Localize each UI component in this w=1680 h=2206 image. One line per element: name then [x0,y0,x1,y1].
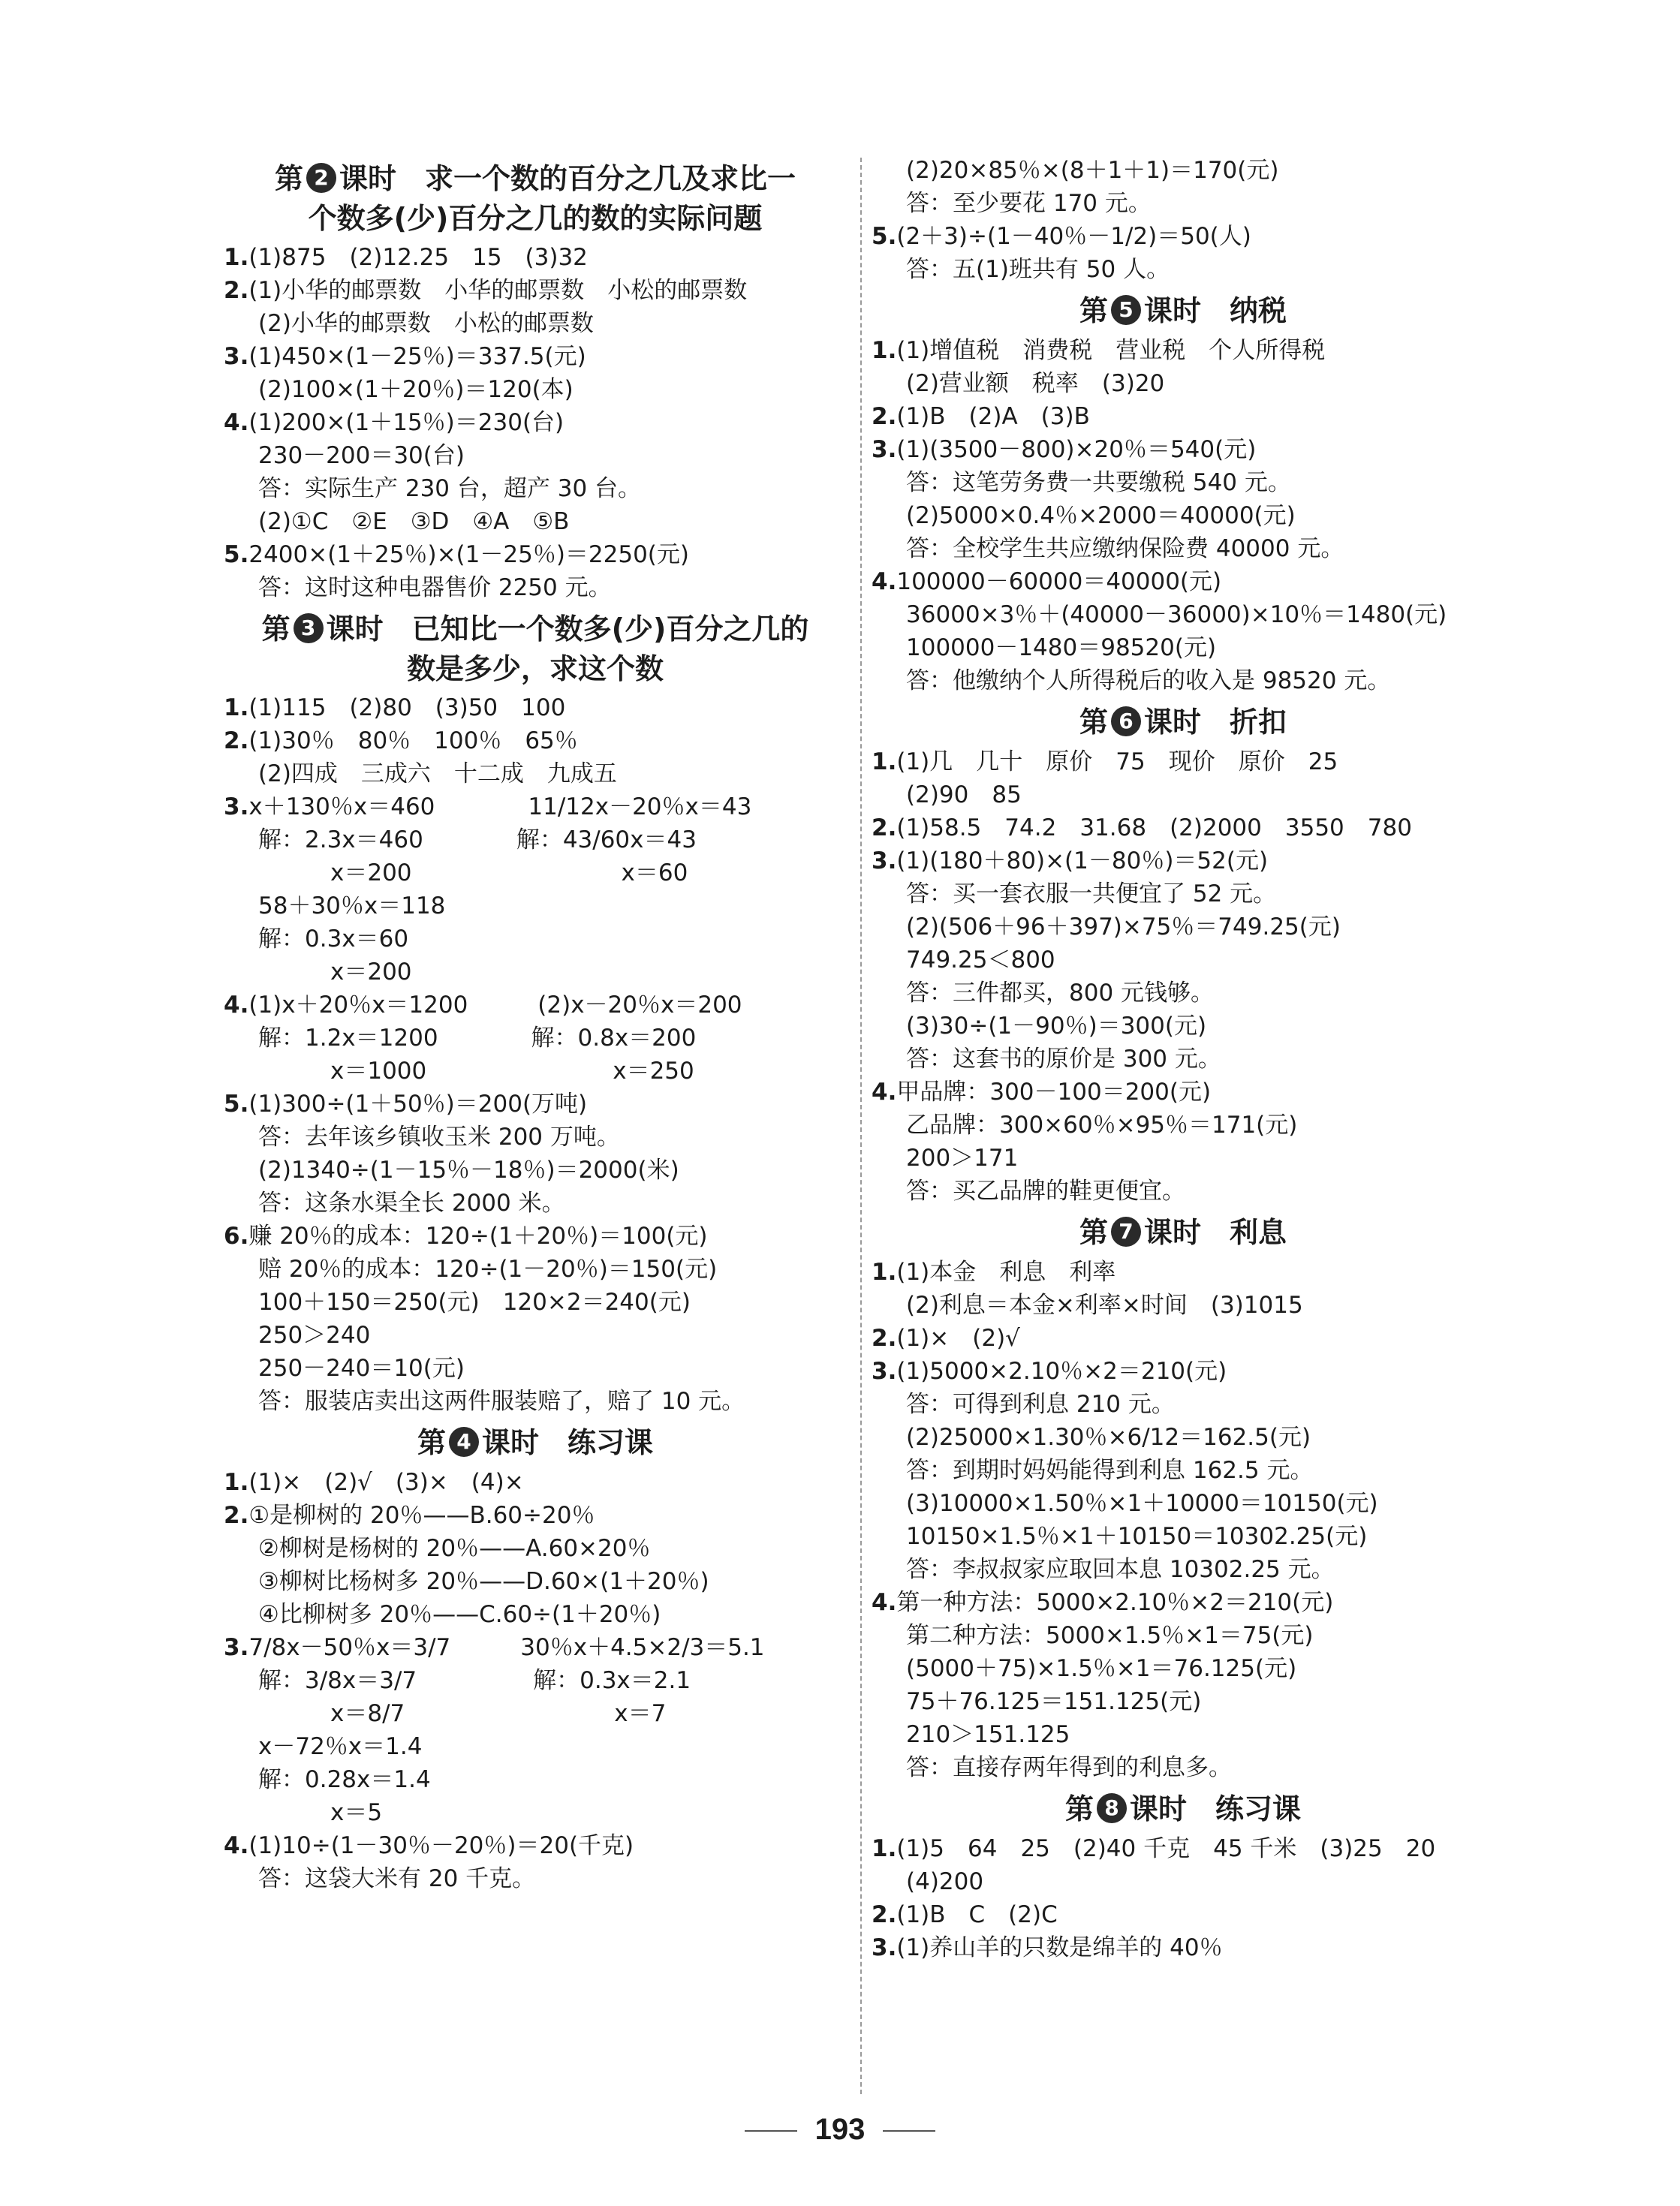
heading-title: 课时 求一个数的百分之几及求比一 [339,162,796,195]
answer-text: (2)营业额 税率 (3)20 [906,370,1165,397]
answer-line [872,1454,1495,1487]
answer-line [872,910,1495,943]
answer-text: (4)200 [906,1868,984,1895]
lesson-number-badge: 3 [294,613,324,643]
answer-line [872,565,1495,598]
section-heading [872,702,1495,742]
heading-title: 课时 纳税 [1144,294,1287,327]
answer-text: (1)5 64 25 (2)40 千克 45 千米 (3)25 20 [896,1835,1436,1862]
lesson-number-badge: 7 [1111,1217,1141,1247]
answer-line [224,1022,847,1055]
answer-text: (2)四成 三成六 十二成 九成五 [258,760,617,787]
answer-text: ③柳树比杨树多 20％——D.60×(1＋20％) [258,1568,709,1595]
answer-line [224,1730,847,1763]
answer-line [872,1076,1495,1109]
answer-text: 250－240＝10(元) [258,1355,465,1382]
question-number: 1. [224,244,249,271]
answer-text: (1)(180＋80)×(1－80％)＝52(元) [896,847,1269,874]
answer-line [872,1289,1495,1322]
question-number: 5. [872,223,897,250]
answer-text: 2400×(1＋25％)×(1－25％)＝2250(元) [248,541,689,568]
answer-text: (3)10000×1.50％×1＋10000＝10150(元) [906,1490,1378,1517]
answer-text: (1)x＋20％x＝1200 (2)x－20％x＝200 [248,992,742,1019]
section-heading-line2: 个数多(少)百分之几的数的实际问题 [308,202,763,235]
section-heading-line2: 数是多少，求这个数 [406,652,664,685]
answer-line [224,1466,847,1499]
answer-text: 答：这袋大米有 20 千克。 [258,1865,536,1892]
answer-text: (2)小华的邮票数 小松的邮票数 [258,310,594,337]
answer-line [224,1088,847,1121]
answer-text: (2)20×85％×(8＋1＋1)＝170(元) [906,157,1279,184]
answer-text: (1)115 (2)80 (3)50 100 [248,694,566,721]
answer-text: 解：0.28x＝1.4 [258,1766,431,1793]
answer-line [872,778,1495,811]
answer-text: 210＞151.125 [906,1721,1070,1748]
answer-text: (1)小华的邮票数 小华的邮票数 小松的邮票数 [248,277,748,304]
answer-line [224,571,847,604]
heading-prefix: 第 [274,162,303,195]
answer-text: (2)25000×1.30％×6/12＝162.5(元) [906,1424,1311,1451]
lesson-number-badge: 2 [306,163,336,193]
answer-text: (2)100×(1＋20％)＝120(本) [258,376,574,403]
question-number: 2. [872,814,897,841]
answer-line [224,1862,847,1895]
answer-text: 75＋76.125＝151.125(元) [906,1688,1202,1715]
answer-text: 230－200＝30(台) [258,442,465,469]
answer-text: (1)875 (2)12.25 15 (3)32 [248,244,588,271]
question-number: 3. [872,1934,897,1961]
answer-line [872,811,1495,844]
answer-line [872,1520,1495,1553]
answer-line [872,598,1495,631]
answer-line [872,220,1495,253]
answer-line [224,1664,847,1697]
answer-line [872,1322,1495,1355]
answer-line [872,187,1495,220]
answer-line [224,691,847,724]
answer-line [224,1763,847,1796]
answer-text: x＋130％x＝460 11/12x－20％x＝43 [248,793,752,820]
question-number: 3. [224,793,249,820]
answer-text: 答：这条水渠全长 2000 米。 [258,1190,565,1217]
answer-line [224,505,847,538]
answer-text: 答：五(1)班共有 50 人。 [906,256,1170,283]
answer-text: (1)本金 利息 利率 [896,1259,1116,1286]
column-divider [860,158,862,2094]
answer-line [872,943,1495,977]
page-number-dash-right [883,2130,935,2132]
question-number: 3. [872,1358,897,1385]
answer-text: 答：实际生产 230 台，超产 30 台。 [258,475,642,502]
answer-line [872,433,1495,466]
answer-line [224,922,847,956]
answer-line [224,1829,847,1862]
answer-text: (2)(506＋96＋397)×75％＝749.25(元) [906,913,1341,940]
answer-line [224,1499,847,1532]
answer-line [224,989,847,1022]
page-number-dash-left [745,2130,797,2132]
answer-text: 36000×3％＋(40000－36000)×10％＝1480(元) [906,601,1447,628]
answer-text: 749.25＜800 [906,947,1055,974]
question-number: 1. [872,1835,897,1862]
question-number: 4. [224,992,249,1019]
answer-text: 答：买乙品牌的鞋更便宜。 [906,1178,1185,1205]
answer-line [872,1586,1495,1619]
answer-text: (1)养山羊的只数是绵羊的 40％ [896,1934,1223,1961]
answer-text: 答：到期时妈妈能得到利息 162.5 元。 [906,1457,1314,1484]
answer-line [224,373,847,406]
answer-line [224,1121,847,1154]
heading-prefix: 第 [1079,294,1108,327]
page-number [0,2113,1680,2147]
answer-line [224,1565,847,1598]
answer-line [872,154,1495,187]
answer-text: ①是柳树的 20％——B.60÷20％ [248,1502,595,1529]
answer-text: (5000＋75)×1.5％×1＝76.125(元) [906,1655,1297,1682]
answer-line [224,1319,847,1352]
answer-line [224,1385,847,1418]
answer-text: (1)B C (2)C [896,1901,1058,1928]
left-column [224,154,847,1895]
answer-line [224,1796,847,1829]
question-number: 4. [872,1079,897,1106]
answer-line [872,1832,1495,1865]
answer-text: (2)①C ②E ③D ④A ⑤B [258,508,570,535]
answer-text: 解：2.3x＝460 解：43/60x＝43 [258,826,697,853]
answer-text: (1)B (2)A (3)B [896,403,1090,430]
answer-line [224,790,847,823]
answer-text: x＝200 [330,959,412,986]
answer-text: 7/8x－50％x＝3/7 30％x＋4.5×2/3＝5.1 [248,1634,765,1661]
answer-line [872,877,1495,910]
answer-line [872,1898,1495,1931]
answer-text: ④比柳树多 20％——C.60÷(1＋20％) [258,1601,661,1628]
question-number: 3. [872,847,897,874]
answer-text: (1)200×(1＋15％)＝230(台) [248,409,565,436]
answer-line [872,977,1495,1010]
answer-line [872,1865,1495,1898]
answer-text: 答：这时这种电器售价 2250 元。 [258,574,612,601]
heading-title: 课时 利息 [1144,1216,1287,1249]
answer-text: 赔 20％的成本：120÷(1－20％)＝150(元) [258,1256,718,1283]
answer-line [872,1619,1495,1652]
heading-title: 课时 练习课 [1130,1792,1302,1825]
heading-prefix: 第 [1079,1216,1108,1249]
answer-text: (2)90 85 [906,781,1022,808]
answer-line [872,1685,1495,1718]
answer-text: 58＋30％x＝118 [258,892,446,919]
answer-line [224,757,847,790]
answer-line [224,340,847,373]
right-column [872,154,1495,1964]
section-heading [872,290,1495,331]
answer-line [224,1286,847,1319]
question-number: 4. [872,1589,897,1616]
answer-line [224,1220,847,1253]
answer-line [224,1631,847,1664]
answer-text: (3)30÷(1－90％)＝300(元) [906,1013,1207,1040]
answer-text: (1)10÷(1－30％－20％)＝20(千克) [248,1832,634,1859]
answer-line [872,745,1495,778]
answer-text: ②柳树是杨树的 20％——A.60×20％ [258,1535,651,1562]
heading-title: 课时 练习课 [482,1426,654,1459]
answer-line [224,406,847,439]
answer-text: 赚 20％的成本：120÷(1＋20％)＝100(元) [248,1223,708,1250]
answer-line [224,439,847,472]
answer-text: 答：去年该乡镇收玉米 200 万吨。 [258,1124,620,1151]
answer-line [872,334,1495,367]
section-heading [224,1422,847,1463]
lesson-number-badge: 6 [1111,706,1141,736]
answer-text: (1)(3500－800)×20％＝540(元) [896,436,1257,463]
answer-text: (1)× (2)√ (3)× (4)× [248,1469,524,1496]
answer-text: x＝5 [330,1799,383,1826]
question-number: 3. [872,436,897,463]
question-number: 4. [224,1832,249,1859]
question-number: 2. [872,403,897,430]
answer-text: 第二种方法：5000×1.5％×1＝75(元) [906,1622,1314,1649]
answer-line [224,1253,847,1286]
answer-text: x＝200 x＝60 [330,859,688,886]
answer-text: 答：这笔劳务费一共要缴税 540 元。 [906,469,1291,496]
question-number: 2. [872,1901,897,1928]
question-number: 6. [224,1223,249,1250]
answer-text: 解：3/8x＝3/7 解：0.3x＝2.1 [258,1667,691,1694]
answer-text: 答：三件都买，800 元钱够。 [906,980,1215,1007]
section-heading [872,1789,1495,1829]
answer-text: (1)58.5 74.2 31.68 (2)2000 3550 780 [896,814,1412,841]
answer-text: 答：他缴纳个人所得税后的收入是 98520 元。 [906,667,1391,694]
answer-text: (1)× (2)√ [896,1325,1020,1352]
answer-line [872,631,1495,664]
answer-text: 答：至少要花 170 元。 [906,190,1152,217]
answer-line [224,1187,847,1220]
answer-line [224,1598,847,1631]
answer-text: 100＋150＝250(元) 120×2＝240(元) [258,1289,691,1316]
answer-text: 答：直接存两年得到的利息多。 [906,1754,1232,1781]
answer-text: (2＋3)÷(1－40％－1/2)＝50(人) [896,223,1251,250]
section-heading [224,158,847,199]
answer-line [872,1388,1495,1421]
answer-text: (1)5000×2.10％×2＝210(元) [896,1358,1227,1385]
answer-text: x＝8/7 x＝7 [330,1700,667,1727]
answer-line [872,1751,1495,1784]
answer-text: (2)5000×0.4％×2000＝40000(元) [906,502,1296,529]
question-number: 1. [872,1259,897,1286]
answer-line [872,367,1495,400]
answer-line [872,1487,1495,1520]
question-number: 5. [224,1091,249,1118]
answer-text: 答：服装店卖出这两件服装赔了，赔了 10 元。 [258,1388,745,1415]
heading-prefix: 第 [1064,1792,1094,1825]
answer-text: 200＞171 [906,1145,1019,1172]
question-number: 4. [224,409,249,436]
answer-text: 答：这套书的原价是 300 元。 [906,1046,1221,1073]
heading-prefix: 第 [261,612,291,646]
answer-text: (1)30％ 80％ 100％ 65％ [248,727,578,754]
question-number: 1. [224,694,249,721]
answer-line [872,844,1495,877]
question-number: 2. [224,277,249,304]
answer-text: 解：0.3x＝60 [258,925,409,953]
page-number-text: 193 [814,2113,866,2146]
section-heading [224,609,847,649]
answer-line [872,1652,1495,1685]
answer-text: (1)450×(1－25％)＝337.5(元) [248,343,586,370]
answer-line [224,241,847,274]
answer-text: 答：全校学生共应缴纳保险费 40000 元。 [906,535,1344,562]
question-number: 3. [224,1634,249,1661]
question-number: 1. [872,748,897,775]
answer-line [224,823,847,856]
heading-title: 课时 已知比一个数多(少)百分之几的 [326,612,809,646]
answer-line [224,724,847,757]
answer-text: 250＞240 [258,1322,371,1349]
answer-text: 100000－1480＝98520(元) [906,634,1217,661]
answer-line [872,1718,1495,1751]
answer-text: (1)几 几十 原价 75 现价 原价 25 [896,748,1338,775]
heading-prefix: 第 [1079,706,1108,739]
heading-title: 课时 折扣 [1144,706,1287,739]
answer-text: 10150×1.5％×1＋10150＝10302.25(元) [906,1523,1368,1550]
answer-line [224,856,847,889]
lesson-number-badge: 4 [449,1427,479,1457]
answer-line [872,1010,1495,1043]
answer-text: x－72％x＝1.4 [258,1733,423,1760]
question-number: 1. [872,337,897,364]
answer-line [224,307,847,340]
answer-text: (1)增值税 消费税 营业税 个人所得税 [896,337,1326,364]
answer-line [872,466,1495,499]
answer-text: 乙品牌：300×60％×95％＝171(元) [906,1112,1298,1139]
lesson-number-badge: 8 [1097,1793,1127,1823]
answer-text: (2)利息＝本金×利率×时间 (3)1015 [906,1292,1303,1319]
question-number: 4. [872,568,897,595]
answer-text: 100000－60000＝40000(元) [896,568,1222,595]
question-number: 2. [224,727,249,754]
answer-line [872,1043,1495,1076]
answer-line [224,1154,847,1187]
answer-line [872,1142,1495,1175]
answer-line [872,400,1495,433]
answer-line [224,889,847,922]
answer-text: x＝1000 x＝250 [330,1058,694,1085]
answer-line [872,1553,1495,1586]
answer-line [224,472,847,505]
answer-line [872,1109,1495,1142]
answer-line [872,532,1495,565]
answer-text: 答：可得到利息 210 元。 [906,1391,1175,1418]
answer-line [224,274,847,307]
answer-text: 解：1.2x＝1200 解：0.8x＝200 [258,1025,697,1052]
answer-text: 第一种方法：5000×2.10％×2＝210(元) [896,1589,1334,1616]
answer-line [224,1055,847,1088]
answer-line [872,253,1495,286]
question-number: 2. [872,1325,897,1352]
question-number: 1. [224,1469,249,1496]
answer-text: 答：李叔叔家应取回本息 10302.25 元。 [906,1556,1335,1583]
answer-text: (1)300÷(1＋50％)＝200(万吨) [248,1091,588,1118]
lesson-number-badge: 5 [1111,295,1141,325]
answer-line [872,499,1495,532]
answer-line [224,956,847,989]
answer-text: 答：买一套衣服一共便宜了 52 元。 [906,880,1277,907]
answer-line [224,1532,847,1565]
answer-line [872,1931,1495,1964]
answer-line [224,538,847,571]
section-heading [872,1212,1495,1253]
answer-line [872,664,1495,697]
answer-line [872,1421,1495,1454]
question-number: 2. [224,1502,249,1529]
question-number: 3. [224,343,249,370]
heading-prefix: 第 [417,1426,446,1459]
answer-line [872,1355,1495,1388]
answer-text: (2)1340÷(1－15％－18％)＝2000(米) [258,1157,679,1184]
answer-line [224,1697,847,1730]
answer-line [872,1256,1495,1289]
answer-text: 甲品牌：300－100＝200(元) [896,1079,1212,1106]
question-number: 5. [224,541,249,568]
answer-line [872,1175,1495,1208]
answer-line [224,1352,847,1385]
